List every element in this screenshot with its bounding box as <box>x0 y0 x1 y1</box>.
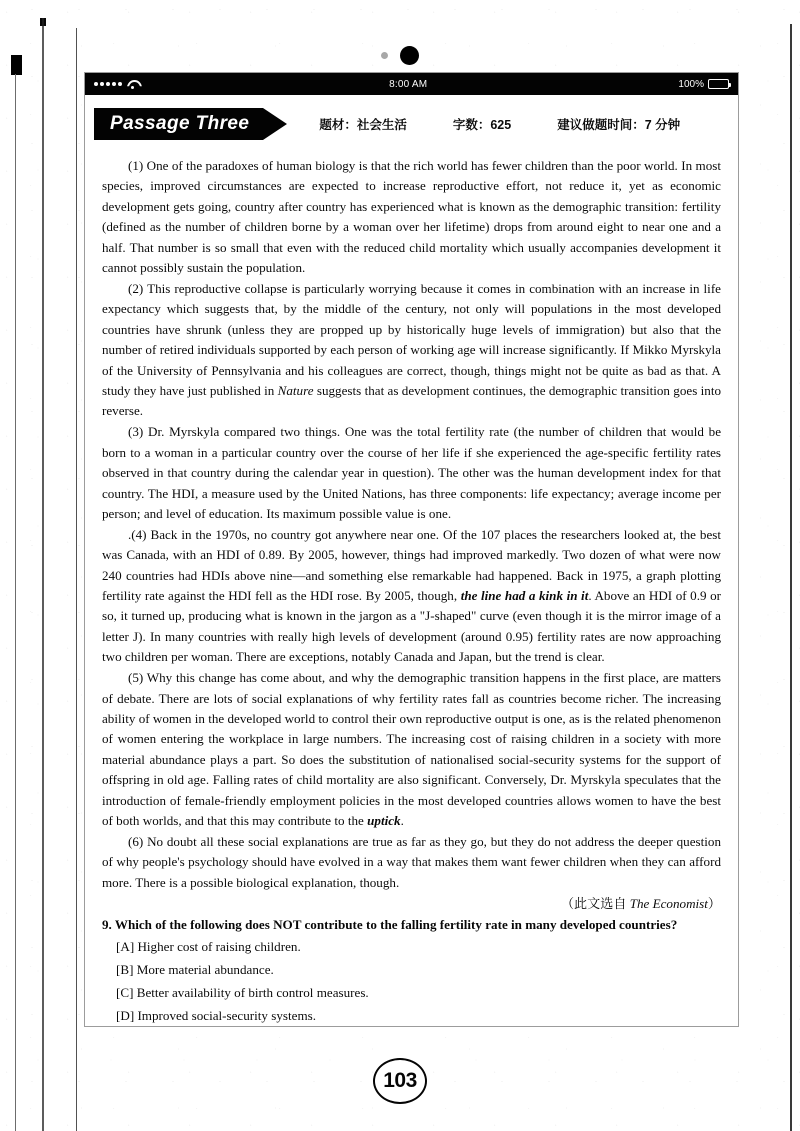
question-9-options <box>102 935 721 1027</box>
passage-title-tag: Passage Three <box>94 108 263 140</box>
scan-edge-line-inner <box>76 28 77 1131</box>
question-9-text: 9. Which of the following does NOT contribute to the falling fertility rate in many developed countries? <box>102 916 678 932</box>
passage-topic-label: 题材：社会生活 <box>319 118 407 132</box>
paragraph-3: (3) Dr. Myrskyla compared two things. One was the total fertility rate (the number of children that would be born to a woman in a particular country over the course of her life if she experienced the age-specific fertility rates observed in that country during the calendar year in question). The other was the human development index for that country. The HDI, a measure used by the United Nations, has three components: life expectancy; average income per person; and level of education. Its maximum possible value is one. <box>102 424 721 521</box>
kink-phrase-italic: the line had a kink in it <box>460 588 589 604</box>
source-credit: （此文选自 The Economist） <box>560 895 721 911</box>
paragraph-4: .(4) Back in the 1970s, no country got anywhere near one. Of the 107 places the researchers looked at, the best was Canada, with an HDI of 0.89. By 2005, however, things had improved markedly. Two dozen of what were now 240 countries had HDIs above nine—and something else remarkable had happened. Back in 1975, a graph plotting fertility rate against the HDI fell as the HDI rose. By 2005, though, the line had a kink in it. Above an HDI of 0.9 or so, it turned up, producing what is known in the jargon as a "J-shaped" curve (even though it is the mirror image of a letter J). In many countries with really high levels of development (around 0.95) fertility rates are now approaching two children per woman. There are exceptions, notably Canada and Japan, but the trend is clear. <box>102 526 722 665</box>
paragraph-1: (1) One of the paradoxes of human biology is that the rich world has fewer children than the poor world. In most species, improved circumstances are expected to increase reproductive effort, not reduce it, yet as economic development gets going, country after country has experienced what is known as the demographic transition: fertility (defined as the number of children borne by a woman over her lifetime) drops from around eight to near one and a half. That number is so small that even with the reduced child mortality which usually accompanies development it cannot possibly sustain the population. <box>102 158 721 276</box>
option-c[interactable]: [C] Better availability of birth control measures. <box>116 985 369 1001</box>
paragraph-6: (6) No doubt all these social explanations are true as far as they go, but they do not address the deeper question of why people's psychology should have evolved in a way that makes them want fewer children when they can afford more. There is a possible biological explanation, though. <box>102 833 721 890</box>
passage-body <box>85 147 738 1027</box>
status-bar-clock: 8:00 AM <box>389 78 428 90</box>
signal-strength-icon <box>94 82 122 86</box>
camera-lens-icon <box>400 46 419 65</box>
status-bar-right <box>678 79 729 90</box>
option-a[interactable]: [A] Higher cost of raising children. <box>116 939 301 955</box>
tablet-camera-area <box>0 38 800 72</box>
option-d[interactable]: [D] Improved social-security systems. <box>116 1008 316 1024</box>
passage-time-label: 建议做题时间：7 分钟 <box>557 118 681 132</box>
passage-wordcount-label: 字数：625 <box>452 118 512 132</box>
scan-edge-line-right <box>790 24 792 1131</box>
passage-meta <box>319 115 680 133</box>
nature-italic: Nature <box>277 382 314 398</box>
status-bar <box>85 73 738 95</box>
paragraph-5: (5) Why this change has come about, and why the demographic transition happens in the first place, are matters of debate. There are lots of social explanations of why fertility rates fall as countries become richer. The increasing ability of women in the developed world to control their own reproductive output is one, as is the related phenomenon of women entering the workplace in large numbers. The increasing cost of raising children in a society with more material abundance plays a part. So does the substitution of nationalised social-security systems for the support of offspring in old age. Falling rates of child mortality are also significant. Conversely, Dr. Myrskyla speculates that the introduction of female-friendly employment policies in the most developed countries allows women to have the best of both worlds, and that this may contribute to the uptick. <box>102 670 721 828</box>
wifi-icon <box>127 80 138 89</box>
scan-edge-line-outer <box>15 74 16 1131</box>
page-number-badge: 103 <box>373 1058 427 1104</box>
passage-banner <box>85 101 738 147</box>
battery-icon <box>708 79 729 89</box>
uptick-italic: uptick <box>367 813 401 828</box>
scan-edge-line-middle <box>42 18 44 1131</box>
source-publication-italic: The Economist <box>629 895 708 911</box>
page-footer <box>0 1058 800 1104</box>
option-b[interactable]: [B] More material abundance. <box>116 962 274 978</box>
ambient-sensor-icon <box>381 52 388 59</box>
tablet-screenshot-frame <box>84 72 739 1027</box>
status-bar-left <box>94 80 138 89</box>
paragraph-2: (2) This reproductive collapse is particularly worrying because it comes in combination with an increase in life expectancy which suggests that, by the middle of the century, not only will populations in the most developed countries have shrunk (unless they are propped up by historically huge levels of immigration) but also that the number of retired individuals supported by each person of working age will increase significantly. If Mikko Myrskyla of the University of Pennsylvania and his colleagues are correct, though, things might not be quite as bad as that. A study they have just published in Nature suggests that as development continues, the demographic transition goes into reverse. <box>102 280 722 419</box>
battery-percent-label: 100% <box>678 78 704 90</box>
